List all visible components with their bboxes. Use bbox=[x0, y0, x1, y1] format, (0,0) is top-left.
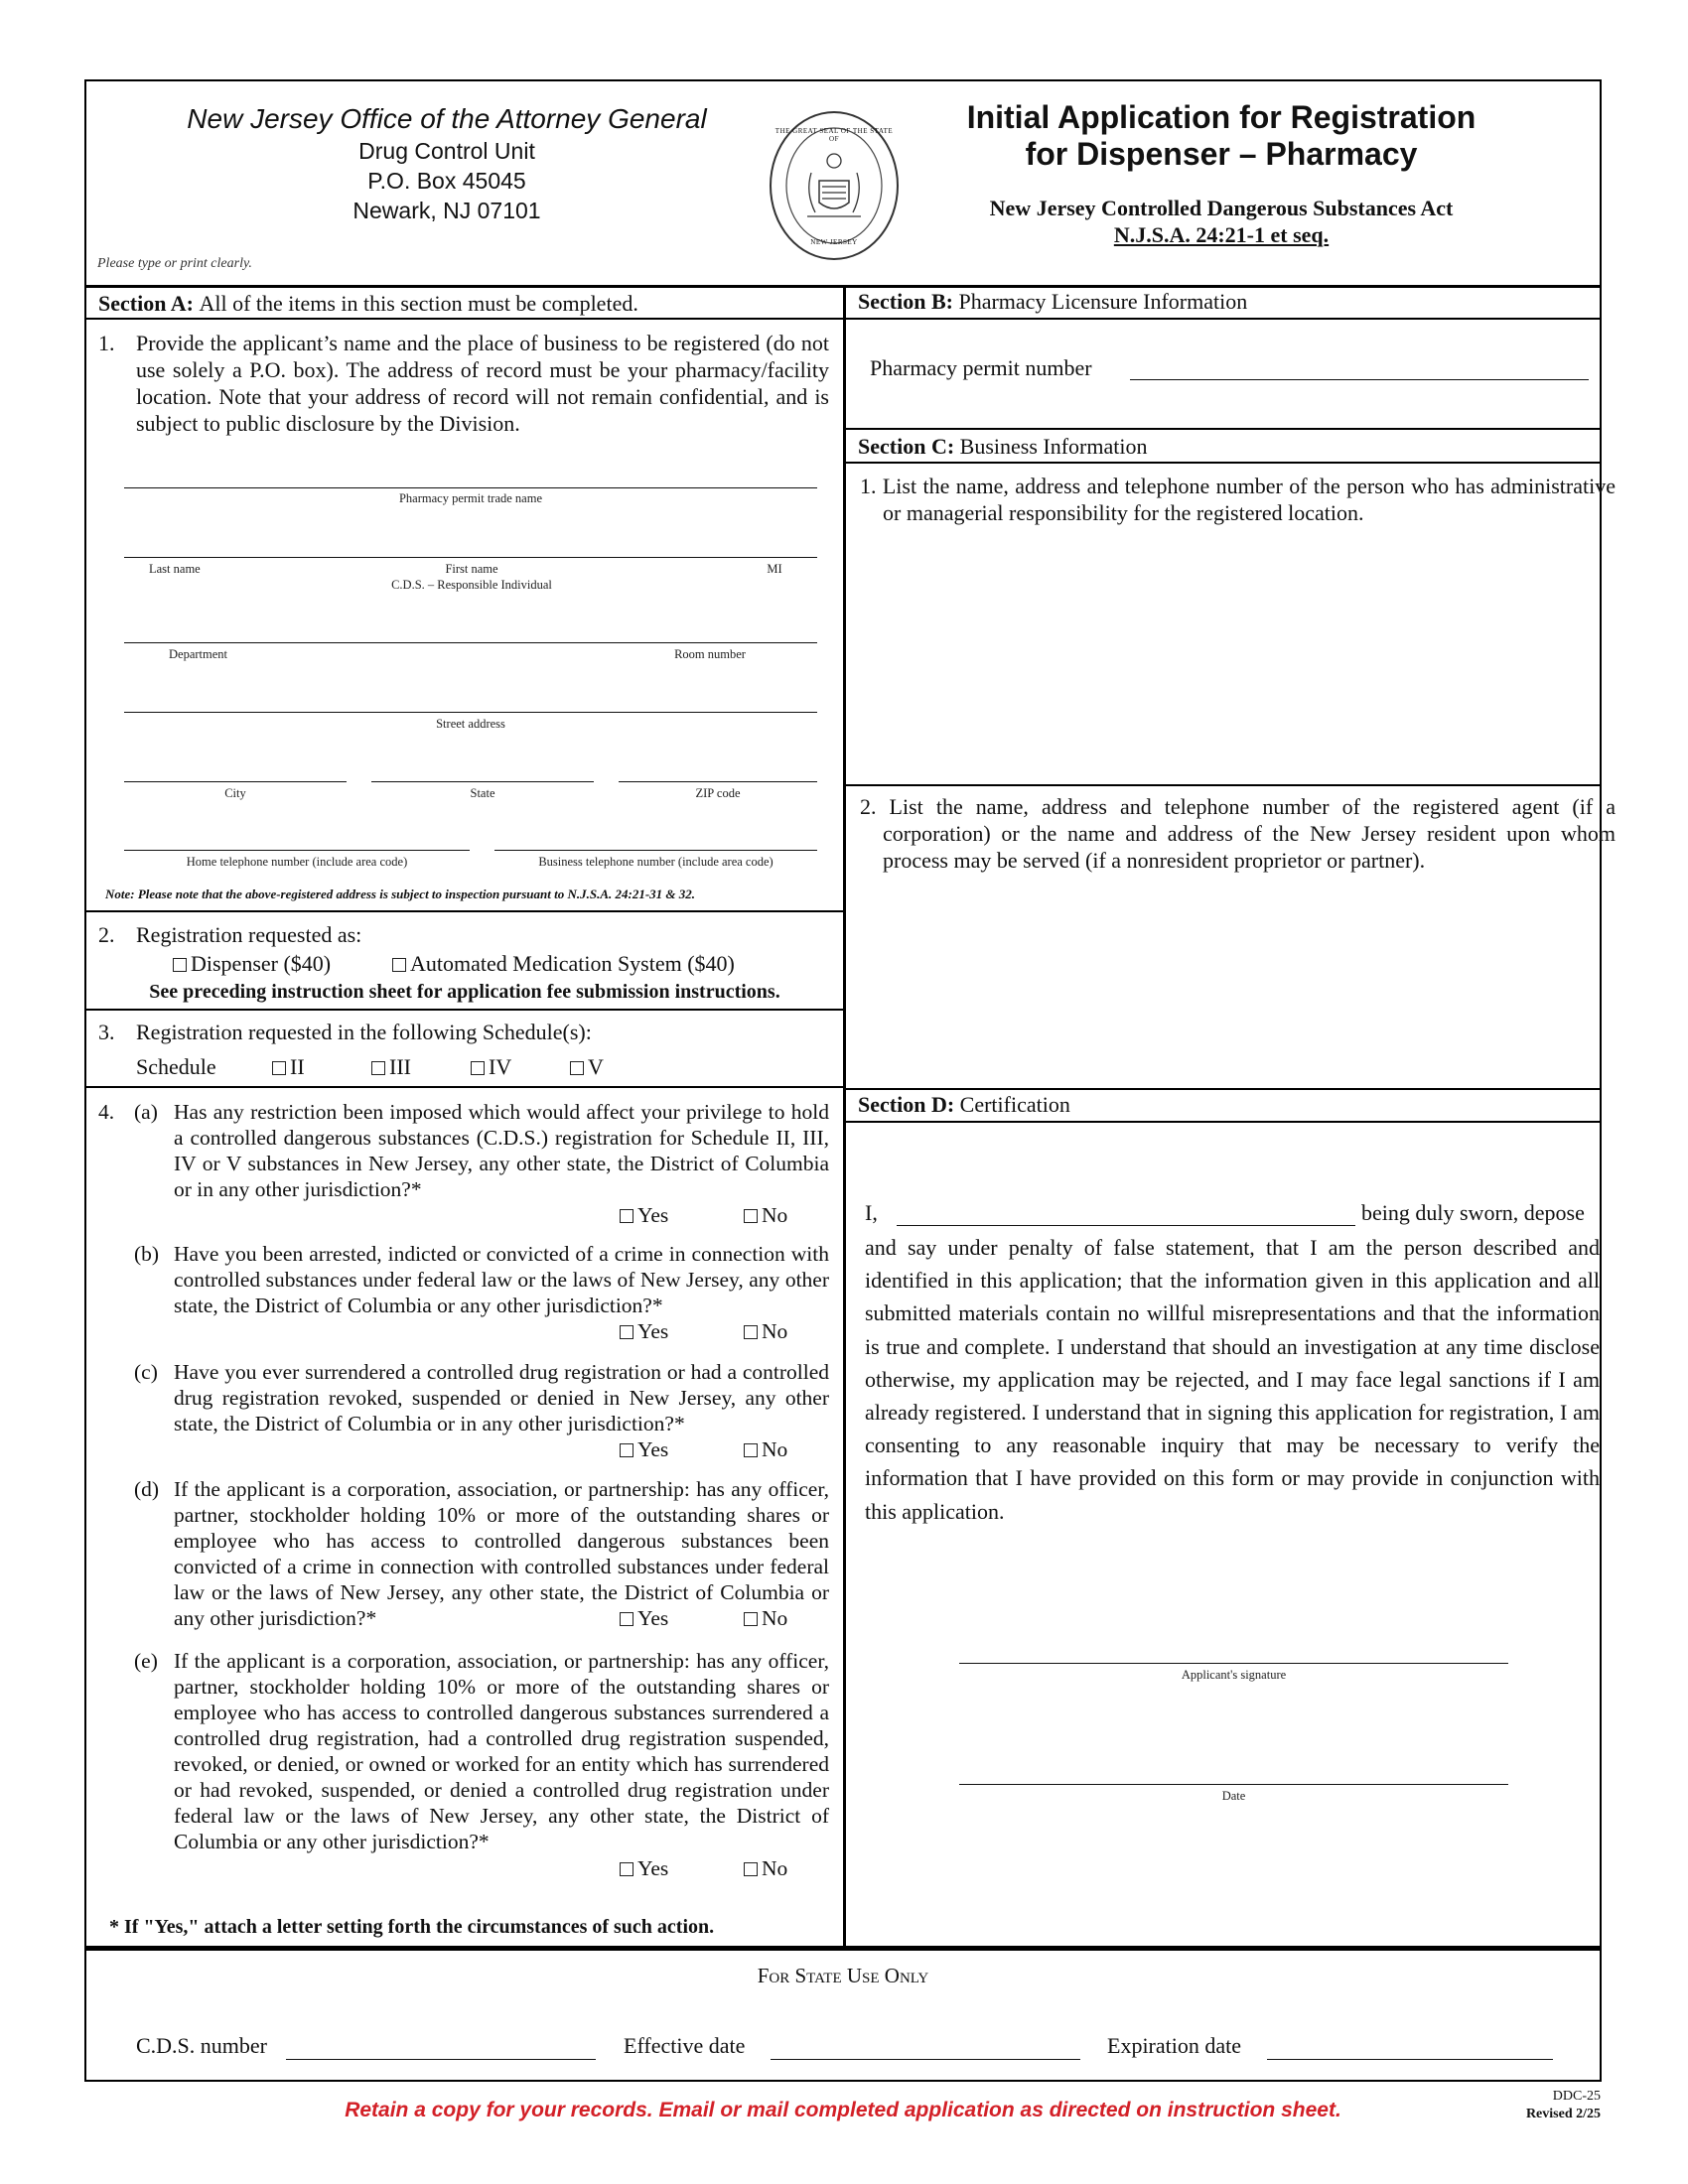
checkbox[interactable] bbox=[620, 1612, 633, 1626]
ams-checkbox[interactable] bbox=[392, 958, 406, 972]
question-b-yes[interactable]: Yes bbox=[620, 1318, 668, 1344]
sworn-text: being duly sworn, depose bbox=[1361, 1200, 1585, 1225]
revised-date: Revised 2/25 bbox=[1525, 2107, 1601, 2121]
checkbox[interactable] bbox=[744, 1612, 758, 1626]
signature-field[interactable] bbox=[959, 1663, 1508, 1664]
business-phone-field[interactable] bbox=[494, 850, 817, 851]
certifier-name-field[interactable] bbox=[897, 1225, 1355, 1226]
cds-number-label: C.D.S. number bbox=[136, 2033, 267, 2058]
agency-city: Newark, NJ 07101 bbox=[352, 198, 541, 223]
item4-number: 4. bbox=[98, 1100, 115, 1124]
schedule-ii[interactable]: II bbox=[272, 1053, 305, 1080]
effective-date-label: Effective date bbox=[624, 2033, 746, 2058]
schedule-v[interactable]: V bbox=[570, 1053, 604, 1080]
street-field[interactable] bbox=[124, 712, 817, 713]
question-d-text: If the applicant is a corporation, association, or partnership: has any officer, partner, stockholder holding 10% or more of the outstanding shares or employee who has access to controlled dangerous substances been convicted of a crime in connection with controlled substances under federal law or the laws of New Jersey, any other state, the District of Columbia or any other jurisdiction?* bbox=[174, 1477, 829, 1630]
question-a-yes[interactable]: Yes bbox=[620, 1202, 668, 1228]
question-e-yes[interactable]: Yes bbox=[620, 1855, 668, 1881]
pharmacy-permit-label: Pharmacy permit number bbox=[870, 355, 1092, 380]
question-e-letter: (e) bbox=[134, 1649, 158, 1673]
po-box: P.O. Box 45045 bbox=[367, 168, 526, 194]
question-d-letter: (d) bbox=[134, 1477, 160, 1501]
act-name: New Jersey Controlled Dangerous Substances Act bbox=[989, 196, 1454, 220]
schedule-iii[interactable]: III bbox=[371, 1053, 411, 1080]
city-field[interactable] bbox=[124, 781, 347, 782]
section-b-heading: Section B: Pharmacy Licensure Information bbox=[858, 289, 1248, 314]
inspection-note: Note: Please note that the above-registered address is subject to inspection pursuant to N.J.S.A. 24:21-31 & 32. bbox=[105, 887, 696, 901]
schedule-label: Schedule bbox=[136, 1054, 216, 1079]
checkbox[interactable] bbox=[744, 1443, 758, 1457]
home-phone-field[interactable] bbox=[124, 850, 470, 851]
effective-date-field[interactable] bbox=[771, 2059, 1080, 2060]
zip-field[interactable] bbox=[619, 781, 817, 782]
signature-label: Applicant's signature bbox=[1181, 1668, 1287, 1682]
dispenser-option[interactable]: Dispenser ($40) bbox=[173, 950, 331, 977]
checkbox[interactable] bbox=[620, 1209, 633, 1223]
expiration-date-label: Expiration date bbox=[1107, 2033, 1242, 2058]
question-c-no[interactable]: No bbox=[744, 1436, 787, 1462]
ams-option[interactable]: Automated Medication System ($40) bbox=[392, 950, 735, 977]
retain-note: Retain a copy for your records. Email or mail completed application as directed on instruction sheet. bbox=[345, 2099, 1341, 2121]
department-label: Department bbox=[169, 647, 228, 661]
dispenser-checkbox[interactable] bbox=[173, 958, 187, 972]
print-note: Please type or print clearly. bbox=[97, 256, 252, 271]
question-a-no[interactable]: No bbox=[744, 1202, 787, 1228]
trade-name-field[interactable] bbox=[124, 487, 817, 488]
checkbox[interactable] bbox=[620, 1862, 633, 1876]
date-field[interactable] bbox=[959, 1784, 1508, 1785]
mi-label: MI bbox=[767, 562, 782, 576]
item3-number: 3. bbox=[98, 1020, 115, 1044]
schedule-ii-checkbox[interactable] bbox=[272, 1061, 286, 1075]
question-e-text: If the applicant is a corporation, association, or partnership: has any officer, partner, stockholder holding 10% or more of the outstanding shares or employee who has access to controlled dangerous substances surrendered a controlled drug registration, had a controlled drug registration suspended, revoked, or denied, or owned or worked for an entity which has surrendered or had revoked, suspended, or denied a controlled drug registration under federal law or the laws of New Jersey, any other state, the District of Columbia or any other jurisdiction?* bbox=[174, 1649, 829, 1853]
section-c-heading: Section C: Business Information bbox=[858, 434, 1148, 459]
question-b-letter: (b) bbox=[134, 1242, 160, 1266]
last-name-label: Last name bbox=[149, 562, 201, 576]
agency-name: New Jersey Office of the Attorney General bbox=[187, 103, 707, 134]
pharmacy-permit-field[interactable] bbox=[1130, 379, 1589, 380]
item1-text: Provide the applicant’s name and the place of business to be registered (do not use solely a P.O. box). The address of record must be your pharmacy/facility location. Note that your address of record will not remain confidential, and is subject to public disclosure by the Division. bbox=[136, 331, 829, 436]
street-label: Street address bbox=[436, 717, 505, 731]
form-title-line1: Initial Application for Registration bbox=[966, 99, 1477, 135]
question-b-no[interactable]: No bbox=[744, 1318, 787, 1344]
question-a-letter: (a) bbox=[134, 1100, 158, 1124]
state-seal bbox=[770, 111, 899, 260]
item2-number: 2. bbox=[98, 922, 115, 947]
room-label: Room number bbox=[674, 647, 746, 661]
business-phone-label: Business telephone number (include area code) bbox=[538, 855, 774, 869]
cds-number-field[interactable] bbox=[286, 2059, 596, 2060]
name-field[interactable] bbox=[124, 557, 817, 558]
schedule-v-checkbox[interactable] bbox=[570, 1061, 584, 1075]
checkbox[interactable] bbox=[744, 1209, 758, 1223]
city-label: City bbox=[224, 786, 246, 800]
state-field[interactable] bbox=[371, 781, 594, 782]
state-use-title: For State Use Only bbox=[757, 1964, 929, 1987]
home-phone-label: Home telephone number (include area code) bbox=[186, 855, 408, 869]
form-id: DDC-25 bbox=[1552, 2089, 1601, 2104]
yes-footnote: * If "Yes," attach a letter setting forth the circumstances of such action. bbox=[109, 1916, 715, 1938]
section-c-item1: 1. List the name, address and telephone number of the person who has administrative or managerial responsibility for the registered location. bbox=[860, 474, 1616, 525]
item2-text: Registration requested as: bbox=[136, 922, 362, 947]
form-title-line2: for Dispenser – Pharmacy bbox=[1025, 136, 1418, 172]
checkbox[interactable] bbox=[620, 1325, 633, 1339]
seal-text-top: THE GREAT SEAL OF THE STATE OF bbox=[774, 127, 894, 143]
department-field[interactable] bbox=[124, 642, 817, 643]
question-c-yes[interactable]: Yes bbox=[620, 1436, 668, 1462]
section-c-item2: 2. List the name, address and telephone number of the registered agent (if a corporation) or the name and address of the New Jersey resident upon whom process may be served (if a nonresident proprietor or partner). bbox=[860, 794, 1616, 873]
checkbox[interactable] bbox=[744, 1862, 758, 1876]
expiration-date-field[interactable] bbox=[1267, 2059, 1553, 2060]
question-b-text: Have you been arrested, indicted or convicted of a crime in connection with controlled substances under federal law or the laws of New Jersey, any other state, the District of Columbia or any other jurisdiction?* bbox=[174, 1242, 829, 1317]
question-e-no[interactable]: No bbox=[744, 1855, 787, 1881]
first-name-label: First name bbox=[445, 562, 498, 576]
question-a-text: Has any restriction been imposed which would affect your privilege to hold a controlled dangerous substances (C.D.S.) registration for Schedule II, III, IV or V substances in New Jersey, any other state, the District of Columbia or in any other jurisdiction?* bbox=[174, 1100, 829, 1201]
certification-i: I, bbox=[865, 1200, 878, 1225]
item1-number: 1. bbox=[98, 331, 115, 355]
seal-text-bottom: NEW JERSEY bbox=[810, 238, 858, 246]
question-c-text: Have you ever surrendered a controlled drug registration or had a controlled drug registration revoked, suspended or denied in New Jersey, any other state, the District of Columbia or in any other jurisdiction?* bbox=[174, 1360, 829, 1435]
question-d-no[interactable]: No bbox=[744, 1605, 787, 1631]
fee-note: See preceding instruction sheet for application fee submission instructions. bbox=[149, 981, 780, 1003]
statute-ref: N.J.S.A. 24:21-1 et seq. bbox=[1113, 222, 1330, 247]
cds-responsible-label: C.D.S. – Responsible Individual bbox=[391, 578, 552, 592]
item3-text: Registration requested in the following Schedule(s): bbox=[136, 1020, 592, 1044]
trade-name-label: Pharmacy permit trade name bbox=[398, 491, 543, 505]
checkbox[interactable] bbox=[744, 1325, 758, 1339]
unit-name: Drug Control Unit bbox=[358, 138, 535, 164]
schedule-iv[interactable]: IV bbox=[471, 1053, 511, 1080]
state-label: State bbox=[470, 786, 495, 800]
certification-text: and say under penalty of false statement, that I am the person described and identified in this application; that the information given in this application and all submitted materials contain no willful misrepresentations and that the information is true and complete. I understand that should an investigation at any time disclose otherwise, my application may be rejected, and I may face legal sanctions if I am already registered. I understand that in signing this application for registration, I am consenting to any reasonable inquiry that may be necessary to verify the information that I have provided on this form or may provide in conjunction with this application. bbox=[865, 1235, 1600, 1524]
checkbox[interactable] bbox=[620, 1443, 633, 1457]
zip-label: ZIP code bbox=[695, 786, 741, 800]
date-label: Date bbox=[1221, 1789, 1246, 1803]
schedule-iv-checkbox[interactable] bbox=[471, 1061, 485, 1075]
section-d-heading: Section D: Certification bbox=[858, 1092, 1070, 1117]
schedule-iii-checkbox[interactable] bbox=[371, 1061, 385, 1075]
section-a-heading: Section A: All of the items in this section must be completed. bbox=[98, 291, 638, 316]
question-c-letter: (c) bbox=[134, 1360, 158, 1384]
question-d-yes[interactable]: Yes bbox=[620, 1605, 668, 1631]
